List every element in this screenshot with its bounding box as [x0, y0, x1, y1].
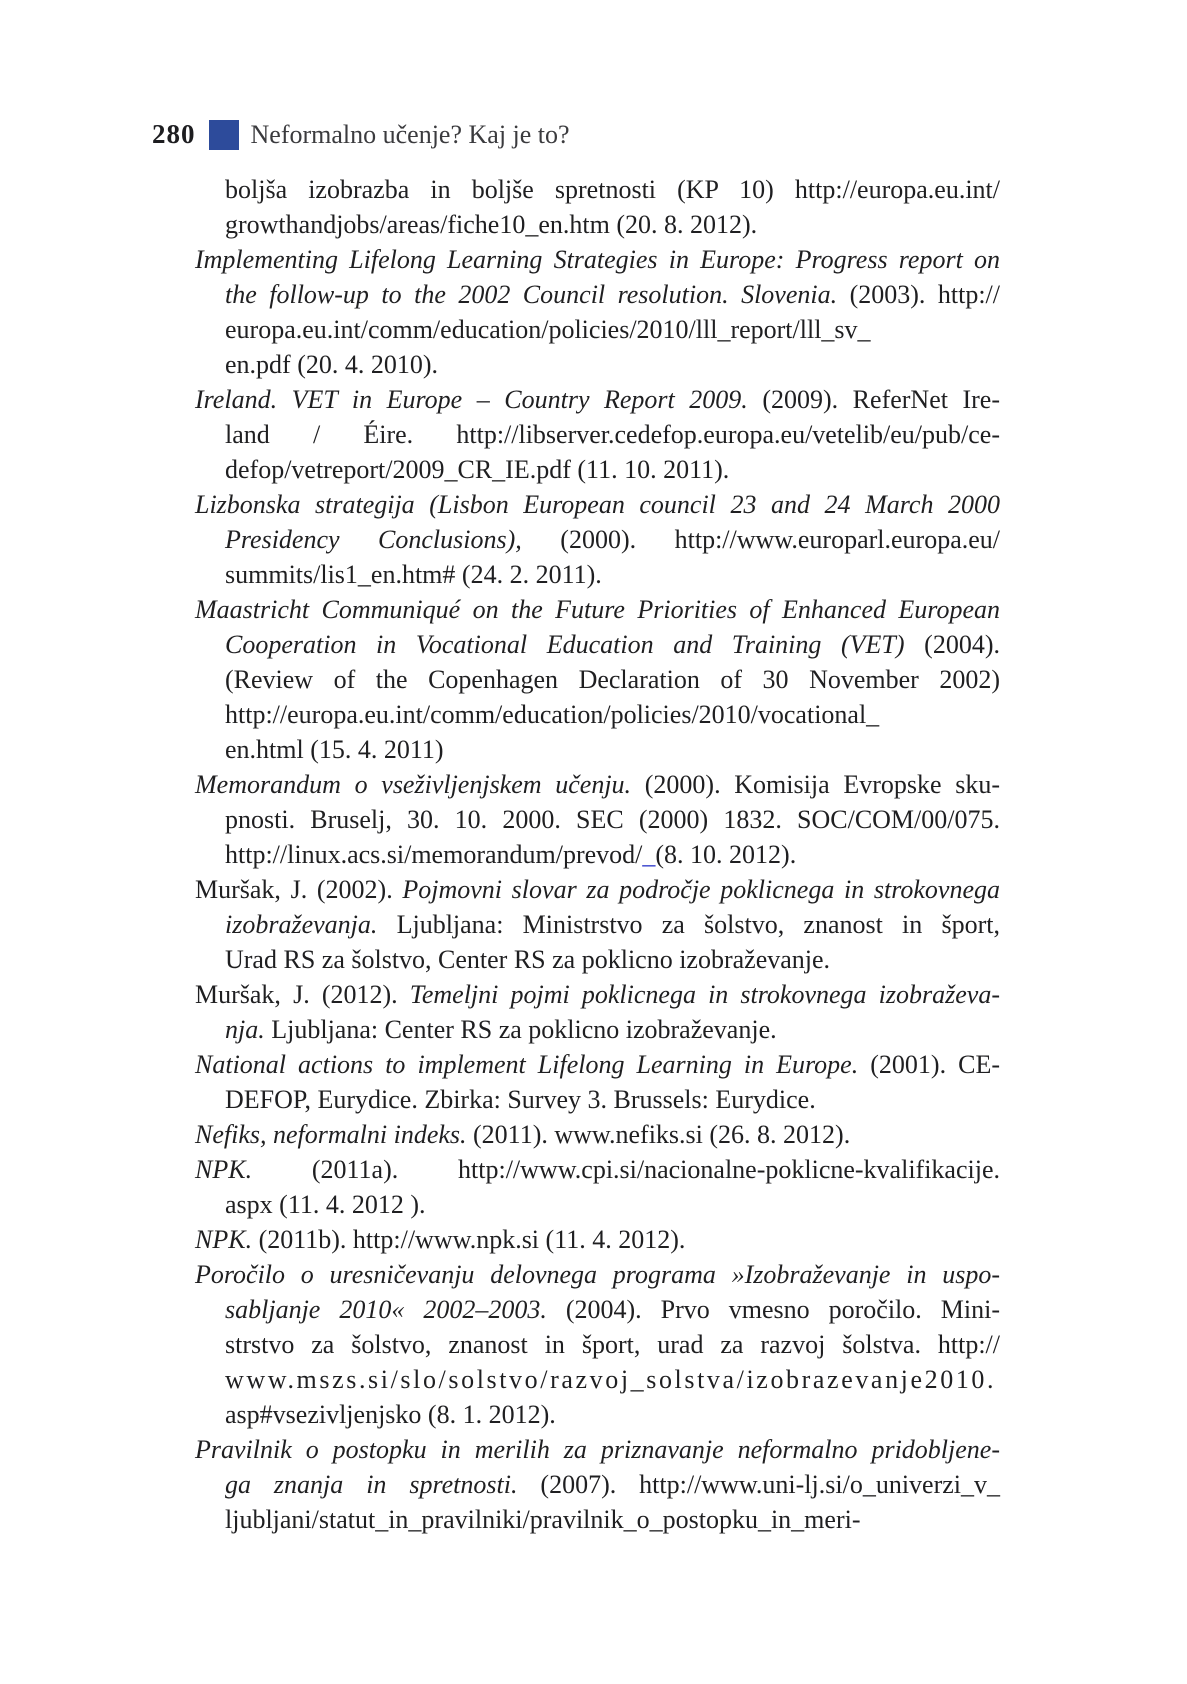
- reference-entry: [195, 172, 1000, 242]
- reference-title-text: nja.: [225, 1015, 265, 1044]
- reference-line: [195, 802, 1000, 837]
- reference-text: (2000). http://www.europarl.europa.eu/: [521, 525, 1000, 554]
- reference-text: land / Éire. http://libserver.cedefop.europa.eu/vetelib/eu/pub/ce-: [225, 420, 1000, 449]
- reference-text: (2011a). http://www.cpi.si/nacionalne-poklicne-kvalifikacije.: [252, 1155, 1000, 1184]
- reference-text: http://linux.acs.si/memorandum/prevod/: [225, 840, 643, 869]
- reference-title-text: Memorandum o vseživljenjskem učenju.: [195, 770, 632, 799]
- reference-text: aspx (11. 4. 2012 ).: [225, 1190, 426, 1219]
- reference-text: (8. 10. 2012).: [655, 840, 797, 869]
- reference-text: pnosti. Bruselj, 30. 10. 2000. SEC (2000) 1832. SOC/COM/00/075.: [225, 805, 1000, 834]
- reference-line: [195, 1327, 1000, 1362]
- link-underscore: _: [642, 840, 656, 869]
- reference-text: ljubljani/statut_in_pravilniki/pravilnik_o_postopku_in_meri-: [225, 1505, 861, 1534]
- reference-line: [195, 347, 1000, 382]
- reference-line: [195, 837, 1000, 872]
- reference-title-text: Maastricht Communiqué on the Future Priorities of Enhanced European: [195, 595, 1000, 624]
- reference-line: [195, 1432, 1000, 1467]
- reference-title-text: sabljanje 2010« 2002–2003.: [225, 1295, 547, 1324]
- reference-text: Ljubljana: Ministrstvo za šolstvo, znanost in šport,: [377, 910, 1000, 939]
- reference-text: summits/lis1_en.htm# (24. 2. 2011).: [225, 560, 602, 589]
- reference-line: [195, 277, 1000, 312]
- reference-text: Urad RS za šolstvo, Center RS za poklicno izobraževanje.: [225, 945, 831, 974]
- reference-title-text: National actions to implement Lifelong Learning in Europe.: [195, 1050, 859, 1079]
- reference-title-text: Temeljni pojmi poklicnega in strokovnega izobraževa-: [409, 980, 1001, 1009]
- reference-line: [195, 872, 1000, 907]
- chapter-marker-square: [209, 120, 239, 150]
- reference-entry: [195, 1222, 1000, 1257]
- reference-line: [195, 1257, 1000, 1292]
- reference-text: boljša izobrazba in boljše spretnosti (KP 10) http://europa.eu.int/: [225, 175, 1000, 204]
- reference-entry: [195, 977, 1000, 1047]
- reference-title-text: Lizbonska strategija (Lisbon European council 23 and 24 March 2000: [195, 490, 1000, 519]
- reference-line: [195, 172, 1000, 207]
- reference-line: [195, 1222, 1000, 1257]
- reference-text: (2004). Prvo vmesno poročilo. Mini-: [546, 1295, 1000, 1324]
- reference-title-text: Ireland. VET in Europe – Country Report 2009.: [195, 385, 748, 414]
- reference-line: [195, 627, 1000, 662]
- reference-line: [195, 1397, 1000, 1432]
- reference-text: europa.eu.int/comm/education/policies/2010/lll_report/lll_sv_: [225, 315, 871, 344]
- reference-title-text: NPK.: [195, 1155, 253, 1184]
- reference-text: Muršak, J. (2002).: [195, 875, 403, 904]
- reference-text: (2003). http://: [837, 280, 1000, 309]
- reference-entry: [195, 872, 1000, 977]
- reference-title-text: Pravilnik o postopku in merilih za priznavanje neformalno pridobljene-: [195, 1435, 1000, 1464]
- reference-line: [195, 557, 1000, 592]
- reference-text: (2000). Komisija Evropske sku-: [631, 770, 1000, 799]
- reference-line: [195, 242, 1000, 277]
- reference-line: [195, 1362, 1000, 1397]
- reference-line: [195, 907, 1000, 942]
- reference-text: defop/vetreport/2009_CR_IE.pdf (11. 10. 2011).: [225, 455, 730, 484]
- reference-entry: [195, 1432, 1000, 1537]
- reference-line: [195, 592, 1000, 627]
- reference-text: growthandjobs/areas/fiche10_en.htm (20. 8. 2012).: [225, 210, 758, 239]
- reference-text: (2007). http://www.uni-lj.si/o_univerzi_v_: [517, 1470, 1001, 1499]
- reference-line: [195, 767, 1000, 802]
- reference-line: [195, 662, 1000, 697]
- reference-line: [195, 1187, 1000, 1222]
- reference-text: en.html (15. 4. 2011): [225, 735, 444, 764]
- reference-line: [195, 977, 1000, 1012]
- running-header: [152, 118, 570, 151]
- reference-text: (2011b). http://www.npk.si (11. 4. 2012).: [252, 1225, 686, 1254]
- reference-text: http://europa.eu.int/comm/education/policies/2010/vocational_: [225, 700, 880, 729]
- reference-line: [195, 1152, 1000, 1187]
- reference-line: [195, 732, 1000, 767]
- reference-title-text: Presidency Conclusions),: [225, 525, 522, 554]
- reference-line: [195, 1467, 1000, 1502]
- reference-line: [195, 1012, 1000, 1047]
- reference-line: [195, 417, 1000, 452]
- reference-title-text: the follow-up to the 2002 Council resolution. Slovenia.: [225, 280, 838, 309]
- reference-text: (2011). www.nefiks.si (26. 8. 2012).: [466, 1120, 851, 1149]
- reference-entry: [195, 1152, 1000, 1222]
- reference-line: [195, 1082, 1000, 1117]
- reference-title-text: Nefiks, neformalni indeks.: [195, 1120, 467, 1149]
- reference-text: Ljubljana: Center RS za poklicno izobraževanje.: [264, 1015, 777, 1044]
- reference-line: [195, 1047, 1000, 1082]
- reference-line: [195, 942, 1000, 977]
- reference-title-text: Poročilo o uresničevanju delovnega programa »Izobraževanje in uspo-: [195, 1260, 1000, 1289]
- reference-entry: [195, 767, 1000, 872]
- reference-line: [195, 1502, 1000, 1537]
- reference-title-text: Pojmovni slovar za področje poklicnega in strokovnega: [402, 875, 1000, 904]
- reference-line: [195, 452, 1000, 487]
- reference-entry: [195, 1047, 1000, 1117]
- reference-entry: [195, 242, 1000, 382]
- reference-entry: [195, 592, 1000, 767]
- references-list: [195, 172, 1000, 1537]
- reference-entry: [195, 1117, 1000, 1152]
- reference-line: [195, 312, 1000, 347]
- reference-text: www.mszs.si/slo/solstvo/razvoj_solstva/izobrazevanje2010.: [225, 1365, 997, 1394]
- running-header-title: Neformalno učenje? Kaj je to?: [250, 120, 570, 149]
- reference-line: [195, 382, 1000, 417]
- reference-line: [195, 697, 1000, 732]
- reference-title-text: Cooperation in Vocational Education and Training (VET): [225, 630, 905, 659]
- reference-line: [195, 487, 1000, 522]
- page-number: 280: [152, 119, 196, 149]
- reference-title-text: ga znanja in spretnosti.: [225, 1470, 518, 1499]
- reference-line: [195, 1117, 1000, 1152]
- reference-entry: [195, 487, 1000, 592]
- reference-text: Muršak, J. (2012).: [195, 980, 410, 1009]
- reference-line: [195, 522, 1000, 557]
- reference-text: asp#vsezivljenjsko (8. 1. 2012).: [225, 1400, 556, 1429]
- reference-text: (Review of the Copenhagen Declaration of 30 November 2002): [225, 665, 1000, 694]
- reference-text: DEFOP, Eurydice. Zbirka: Survey 3. Brussels: Eurydice.: [225, 1085, 816, 1114]
- reference-text: en.pdf (20. 4. 2010).: [225, 350, 439, 379]
- reference-text: strstvo za šolstvo, znanost in šport, urad za razvoj šolstva. http://: [225, 1330, 1000, 1359]
- reference-entry: [195, 382, 1000, 487]
- reference-line: [195, 207, 1000, 242]
- reference-text: (2001). CE-: [858, 1050, 1000, 1079]
- reference-entry: [195, 1257, 1000, 1432]
- reference-text: (2009). ReferNet Ire-: [747, 385, 1001, 414]
- reference-title-text: izobraževanja.: [225, 910, 378, 939]
- reference-line: [195, 1292, 1000, 1327]
- reference-title-text: Implementing Lifelong Learning Strategies in Europe: Progress report on: [195, 245, 1000, 274]
- reference-title-text: NPK.: [195, 1225, 253, 1254]
- reference-text: (2004).: [904, 630, 1000, 659]
